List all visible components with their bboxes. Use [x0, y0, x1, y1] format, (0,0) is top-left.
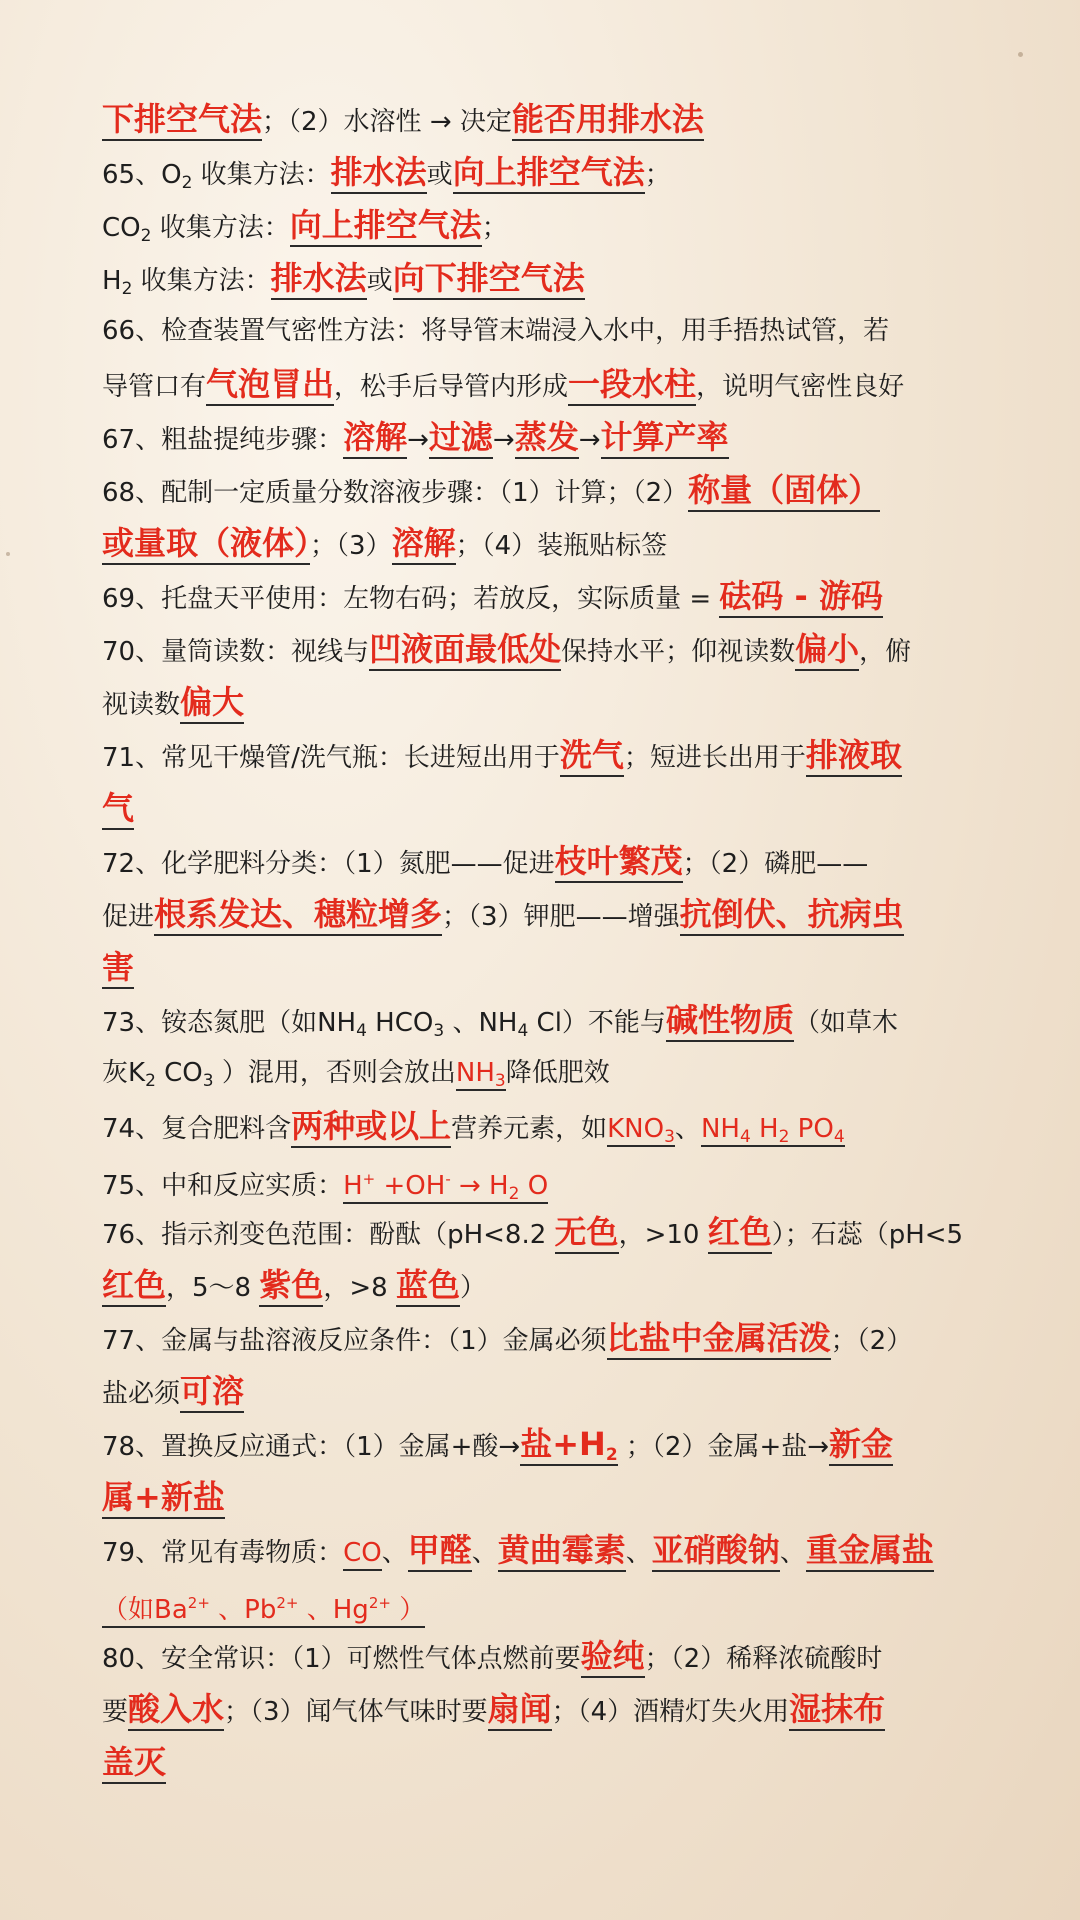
note-line: [102, 464, 982, 516]
note-line: [102, 1047, 982, 1099]
note-line: [102, 782, 982, 834]
arrow: →: [578, 425, 601, 455]
text: 65、O: [102, 160, 182, 190]
text: （如草木: [793, 1008, 898, 1038]
text: 76、指示剂变色范围：酚酞（pH<8.2: [102, 1220, 555, 1250]
highlight: 碱性物质: [666, 1001, 794, 1042]
text: 导管口有: [102, 372, 207, 402]
text: 78、置换反应通式：（1）金属+酸→: [102, 1432, 521, 1462]
formula-text: KNO: [607, 1114, 665, 1144]
highlight: 能否用排水法: [512, 100, 704, 141]
formula-highlight: [607, 1114, 675, 1147]
text: 79、常见有毒物质：: [102, 1538, 344, 1568]
text: 视读数: [102, 690, 181, 720]
note-line: [102, 411, 982, 463]
text: 营养元素，如: [451, 1114, 608, 1144]
highlight: 属+新盐: [102, 1478, 225, 1519]
superscript: +: [362, 1170, 376, 1188]
highlight: 新金: [829, 1425, 893, 1466]
note-line: [102, 941, 982, 993]
text: ；（4）装瓶贴标签: [455, 531, 668, 561]
note-line: [102, 1153, 982, 1205]
text: 、NH: [444, 1008, 518, 1038]
text: ，松手后导管内形成: [334, 372, 569, 402]
text: 盐必须: [102, 1379, 181, 1409]
text: ；（4）酒精灯失火用: [551, 1697, 790, 1727]
formula-text: H: [750, 1114, 779, 1144]
subscript: 2: [140, 226, 152, 246]
highlight: 偏小: [795, 630, 859, 671]
text: 或: [366, 266, 393, 296]
formula-text: 、Hg: [298, 1595, 369, 1625]
highlight: 紫色: [259, 1266, 323, 1307]
note-line: [102, 676, 982, 728]
formula-text: 盐+H: [520, 1425, 606, 1463]
note-line: [102, 1365, 982, 1417]
formula-highlight: [343, 1171, 548, 1204]
subscript: 4: [833, 1127, 845, 1147]
text: 降低肥效: [505, 1058, 610, 1088]
highlight: [520, 1425, 617, 1466]
text: 70、量筒读数：视线与: [102, 637, 370, 667]
text: 73、铵态氮肥（如NH: [102, 1008, 357, 1038]
text: 收集方法：: [192, 160, 331, 190]
note-line: [102, 358, 982, 410]
text: 促进: [102, 902, 155, 932]
highlight: 酸入水: [128, 1690, 224, 1731]
text: 要: [102, 1697, 129, 1727]
highlight: 或量取（液体）: [102, 524, 310, 565]
text: ；（2）磷肥——: [682, 849, 869, 879]
note-line: [102, 1312, 982, 1364]
text: 68、配制一定质量分数溶液步骤：（1）计算；（2）: [102, 478, 689, 508]
text: 80、安全常识：（1）可燃性气体点燃前要: [102, 1644, 581, 1674]
subscript: 4: [356, 1021, 367, 1041]
subscript: 3: [494, 1071, 506, 1091]
formula-highlight: [456, 1058, 506, 1091]
text: 72、化学肥料分类：（1）氮肥——促进: [102, 849, 555, 879]
text: ；（2）水溶性 → 决定: [262, 107, 512, 137]
superscript: 2+: [368, 1594, 391, 1612]
note-line: [102, 835, 982, 887]
text: 67、粗盐提纯步骤：: [102, 425, 344, 455]
note-line: [102, 146, 982, 198]
superscript: 2+: [187, 1594, 210, 1612]
highlight: 无色: [555, 1213, 619, 1254]
highlight: 盖灭: [102, 1743, 166, 1784]
highlight: 过滤: [429, 418, 493, 459]
highlight: 气泡冒出: [206, 365, 334, 406]
formula-text: → H: [450, 1171, 509, 1201]
highlight: 蓝色: [396, 1266, 460, 1307]
subscript: 2: [121, 279, 133, 299]
subscript: 3: [433, 1021, 445, 1041]
note-line: [102, 93, 982, 145]
formula-highlight: [701, 1114, 845, 1147]
formula-text: O: [519, 1171, 549, 1201]
text: ；短进长出用于: [623, 743, 806, 773]
note-line: [102, 517, 982, 569]
text: 、: [625, 1538, 652, 1568]
note-line: [102, 888, 982, 940]
text: ；（2）稀释浓硫酸时: [644, 1644, 883, 1674]
subscript: 2: [605, 1445, 618, 1465]
highlight: 蒸发: [515, 418, 579, 459]
formula-text: （如Ba: [102, 1595, 188, 1625]
formula-highlight: [102, 1595, 425, 1628]
superscript: -: [445, 1170, 451, 1188]
text: ）: [460, 1273, 487, 1303]
text: 、: [674, 1114, 701, 1144]
text: 71、常见干燥管/洗气瓶：长进短出用于: [102, 743, 560, 773]
highlight: 害: [102, 948, 134, 989]
formula-text: H: [343, 1171, 363, 1201]
subscript: 2: [778, 1127, 790, 1147]
highlight: 排水法: [331, 153, 427, 194]
formula-text: ）: [390, 1595, 426, 1625]
highlight: 向下排空气法: [393, 259, 585, 300]
note-line: [102, 1206, 982, 1258]
highlight: 红色: [708, 1213, 772, 1254]
note-line: [102, 1630, 982, 1682]
text: 、: [381, 1538, 408, 1568]
note-line: [102, 252, 982, 304]
arrow: →: [492, 425, 515, 455]
text: Cl）不能与: [528, 1008, 666, 1038]
note-line: [102, 570, 982, 622]
text: ；（2）金属+盐→: [617, 1432, 830, 1462]
highlight: 亚硝酸钠: [652, 1531, 780, 1572]
text: 保持水平；仰视读数: [561, 637, 796, 667]
text: ，说明气密性良好: [696, 372, 905, 402]
paper-speck: [6, 552, 10, 556]
highlight: 排水法: [271, 259, 367, 300]
text: ；（3）钾肥——增强: [442, 902, 680, 932]
note-line: [102, 1471, 982, 1523]
text: ，>8: [323, 1273, 396, 1303]
text: 77、金属与盐溶液反应条件：（1）金属必须: [102, 1326, 607, 1356]
highlight: 甲醛: [408, 1531, 472, 1572]
highlight: 两种或以上: [291, 1107, 451, 1148]
formula-text: NH: [700, 1114, 740, 1144]
note-line: [102, 994, 982, 1046]
arrow: →: [407, 425, 429, 455]
highlight: 验纯: [581, 1637, 645, 1678]
text: ，>10: [618, 1220, 708, 1250]
text: 收集方法：: [151, 213, 290, 243]
highlight: 向上排空气法: [290, 206, 482, 247]
note-line: [102, 305, 982, 357]
formula-text: +OH: [375, 1171, 446, 1201]
text: CO: [102, 213, 141, 243]
highlight: 计算产率: [601, 418, 729, 459]
highlight: 砝码 - 游码: [719, 577, 883, 618]
highlight: 红色: [102, 1266, 166, 1307]
formula-highlight: CO: [343, 1538, 382, 1571]
note-line: [102, 1259, 982, 1311]
note-line: [102, 1524, 982, 1576]
highlight: 扇闻: [488, 1690, 552, 1731]
highlight: 比盐中金属活泼: [607, 1319, 831, 1360]
subscript: 4: [517, 1021, 529, 1041]
subscript: 2: [181, 173, 193, 193]
note-line: [102, 1683, 982, 1735]
text: 74、复合肥料含: [102, 1114, 292, 1144]
highlight: 下排空气法: [102, 100, 262, 141]
text: ；（3）闻气体气味时要: [224, 1697, 488, 1727]
subscript: 4: [739, 1127, 751, 1147]
text: ）；石蕊（pH<5: [771, 1220, 964, 1250]
subscript: 3: [202, 1071, 214, 1091]
note-line: [102, 1100, 982, 1152]
subscript: 3: [664, 1127, 675, 1147]
text: 或: [426, 160, 453, 190]
text: 69、托盘天平使用：左物右码；若放反，实际质量 =: [102, 584, 720, 614]
highlight: 重金属盐: [806, 1531, 934, 1572]
highlight: 偏大: [180, 683, 244, 724]
highlight: 黄曲霉素: [498, 1531, 626, 1572]
text: ，5～8: [166, 1273, 260, 1303]
subscript: 2: [145, 1071, 156, 1091]
highlight: 向上排空气法: [453, 153, 645, 194]
text: CO: [155, 1058, 203, 1088]
text: ；: [644, 160, 671, 190]
note-line: [102, 1577, 982, 1629]
text: 、: [471, 1538, 498, 1568]
text: ；（2）: [830, 1326, 913, 1356]
note-line: [102, 729, 982, 781]
text: ；（3）: [310, 531, 392, 561]
note-line: [102, 199, 982, 251]
note-line: [102, 1418, 982, 1470]
highlight: 湿抹布: [789, 1690, 885, 1731]
text: 、: [779, 1538, 806, 1568]
highlight: 溶解: [392, 524, 456, 565]
note-line: [102, 1736, 982, 1788]
highlight: 称量（固体）: [688, 471, 880, 512]
note-line: [102, 623, 982, 675]
superscript: 2+: [276, 1594, 299, 1612]
subscript: 2: [508, 1184, 520, 1204]
highlight: 抗倒伏、抗病虫: [680, 895, 904, 936]
highlight: 溶解: [343, 418, 407, 459]
formula-text: PO: [789, 1114, 834, 1144]
highlight: 枝叶繁茂: [555, 842, 683, 883]
highlight: 根系发达、穗粒增多: [154, 895, 442, 936]
text: ，俯: [859, 637, 912, 667]
highlight: 洗气: [560, 736, 624, 777]
highlight: 一段水柱: [568, 365, 696, 406]
text: HCO: [366, 1008, 434, 1038]
highlight: 可溶: [180, 1372, 244, 1413]
highlight: 气: [102, 789, 134, 830]
highlight: 凹液面最低处: [369, 630, 561, 671]
formula-text: 、Pb: [209, 1595, 277, 1625]
text: ；: [481, 213, 508, 243]
text: 66、检查装置气密性方法：将导管末端浸入水中，用手捂热试管，若: [102, 316, 890, 346]
formula-text: NH: [455, 1058, 495, 1088]
paper-speck: [1018, 52, 1023, 57]
text: ）混用，否则会放出: [213, 1058, 456, 1088]
text: 75、中和反应实质：: [102, 1171, 344, 1201]
text: 灰K: [102, 1058, 146, 1088]
text: 收集方法：: [132, 266, 271, 296]
highlight: 排液取: [806, 736, 902, 777]
text: H: [102, 266, 122, 296]
